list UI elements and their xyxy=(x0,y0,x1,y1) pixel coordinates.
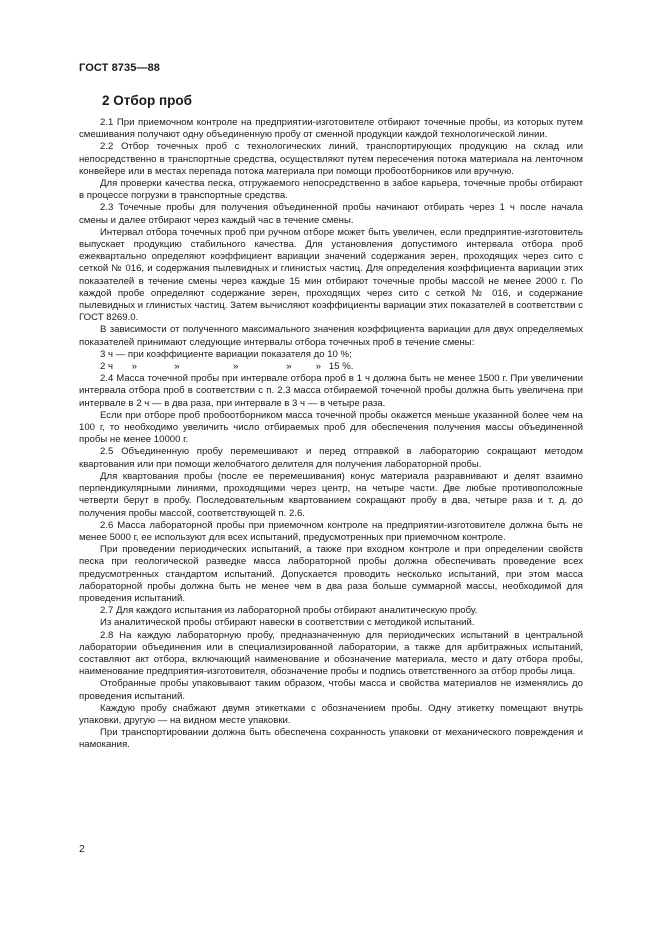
paragraph: 2.7 Для каждого испытания из лабораторной пробы отбирают аналитическую пробу. xyxy=(100,605,478,617)
paragraph: Для проверки качества песка, отгружаемого непосредственно в забое карьера, точечные пробы отбирают в процессе погрузки в транспортные средства. xyxy=(79,178,583,202)
paragraph: Отобранные пробы упаковывают таким образом, чтобы масса и свойства материалов не изменялись до проведения испытаний. xyxy=(79,678,583,702)
paragraph: Если при отборе проб пробоотборником масса точечной пробы окажется меньше указанной более чем на 100 г, то необходимо увеличить число отбираемых проб для обеспечения получения массы объединенной пробы не менее 10000 г. xyxy=(79,409,583,446)
document-header: ГОСТ 8735—88 xyxy=(79,62,160,74)
paragraph: При транспортировании должна быть обеспечена сохранность упаковки от механического повреждения и намокания. xyxy=(79,727,583,751)
section-title: 2 Отбор проб xyxy=(102,93,192,108)
paragraph: 2.3 Точечные пробы для получения объединенной пробы начинают отбирать через 1 ч после начала смены и далее отбирают через каждый час в течение смены. xyxy=(79,202,583,226)
paragraph: 2.8 На каждую лабораторную пробу, предназначенную для периодических испытаний в центральной лаборатории объединения или в специализированной лаборатории, а также для арбитражных испытаний, составляют акт отбора, включающий наименование и обозначение материала, место и дату отбора пробы, наименование предприятия-изготовителя, обозначение пробы и подпись ответственного за отбор пробы лица. xyxy=(79,629,583,678)
page-body xyxy=(79,117,583,752)
paragraph: Из аналитической пробы отбирают навески в соответствии с методикой испытаний. xyxy=(100,617,475,629)
paragraph: В зависимости от полученного максимального значения коэффициента вариации для двух определяемых показателей принимают следующие интервалы отбора точечных проб в течение смены: xyxy=(79,324,583,348)
interval-row: 3 ч — при коэффициенте вариации показателя до 10 %; xyxy=(100,348,352,360)
paragraph: Интервал отбора точечных проб при ручном отборе может быть увеличен, если предприятие-изготовитель выпускает продукцию стабильного качества. Для установления допустимого интервала отбора проб ежеквартально определяют коэффициент вариации значений содержания зерен, проходящих через сито с сеткой № 016, и содержания пылевидных и глинистых частиц. Для определения коэффициента вариации этих показателей в течение смены через каждые 15 мин отбирают точечные пробы массой не менее 2000 г. По каждой пробе определяют содержание зерен, проходящих через сито с сеткой № 016, и содержание пылевидных и глинистых частиц. Затем вычисляют коэффициенты вариации этих показателей в соответствии с ГОСТ 8269.0. xyxy=(79,226,583,324)
paragraph: 2.6 Масса лабораторной пробы при приемочном контроле на предприятии-изготовителе должна быть не менее 5000 г, ее используют для всех испытаний, предусмотренных при приемочном контроле. xyxy=(79,519,583,543)
paragraph: Каждую пробу снабжают двумя этикетками с обозначением пробы. Одну этикетку помещают внутрь упаковки, другую — на видном месте упаковки. xyxy=(79,702,583,726)
paragraph: 2.1 При приемочном контроле на предприятии-изготовителе отбирают точечные пробы, из которых путем смешивания получают одну объединенную пробу от сменной продукции каждой технологической линии. xyxy=(79,117,583,141)
paragraph: 2.4 Масса точечной пробы при интервале отбора проб в 1 ч должна быть не менее 1500 г. При увеличении интервала отбора проб в соответствии с п. 2.3 масса отбираемой точечной пробы должна быть увеличена при интервале в 2 ч — в два раза, при интервале в 3 ч — в четыре раза. xyxy=(79,373,583,409)
paragraph: Для квартования пробы (после ее перемешивания) конус материала разравнивают и делят взаимно перпендикулярными линиями, проходящими через центр, на четыре части. Две любые противоположные четверти берут в пробу. Последовательным квартованием сокращают пробу в два, четыре раза и т. д. до получения пробы массой, соответствующей п. 2.6. xyxy=(79,470,583,519)
paragraph: При проведении периодических испытаний, а также при входном контроле и при определении свойств песка при геологической разведке масса лабораторной пробы должна обеспечивать проведение всех предусмотренных стандартом испытаний. Допускается проводить несколько испытаний, при этом масса лабораторной пробы должна быть не менее чем в два раза больше суммарной массы, необходимой для проведения испытаний. xyxy=(79,544,583,604)
page-number: 2 xyxy=(79,843,85,855)
paragraph: 2.2 Отбор точечных проб с технологических линий, транспортирующих продукцию на склад или непосредственно в транспортные средства, осуществляют путем пересечения потока материала на ленточном конвейере или в местах перепада потока материала при помощи пробоотборников или вручную. xyxy=(79,141,583,177)
paragraph: 2.5 Объединенную пробу перемешивают и перед отправкой в лабораторию сокращают методом квартования или при помощи желобчатого делителя для получения лабораторной пробы. xyxy=(79,446,583,470)
interval-row: 2 ч » » » » » 15 %. xyxy=(100,361,354,373)
